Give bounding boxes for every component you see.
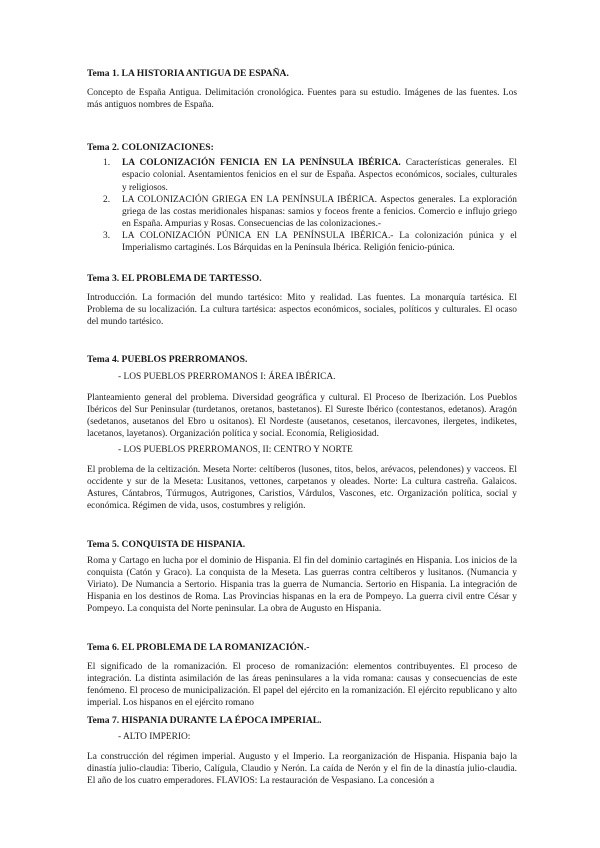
topic-title-5: Tema 5. CONQUISTA DE HISPANIA. bbox=[87, 538, 246, 550]
list-item-number: 2. bbox=[103, 194, 111, 205]
section-text: Planteamiento general del problema. Diversidad geográfica y cultural. El Proceso de Iberización. Los Pueblos Ibéricos del Sur Peninsular (turdetanos, oretanos, bastetanos). El Sureste Ibérico (contestanos, edetanos). Aragón (sedetanos, ausetanos del Ebro u ositanos). El Nordeste (ausetanos, cesetanos, ilercavones, ilergetes, indiketes, lacetanos, layetanos). Organización política y social. Economía, Religiosidad. bbox=[87, 392, 517, 439]
topic-text-6: El significado de la romanización. El proceso de romanización: elementos contribuyentes. El proceso de integración. La distinta asimilación de las áreas peninsulares a la vida romana: causas y consecuencias de este fenómeno. El proceso de municipalización. El papel del ejército en la romanización. El ejército republicano y alto imperial. Los hispanos en el ejército romano bbox=[87, 662, 517, 709]
list-item-text: LA COLONIZACIÓN GRIEGA EN LA PENÍNSULA IBÉRICA. Aspectos generales. La exploración griega de las costas meridionales hispanas: samios y foceos frente a fenicios. Comercio e influjo griego en España. Ampurias y Rosas. Consecuencias de las colonizaciones.- bbox=[122, 194, 517, 229]
topic-title-4: Tema 4. PUEBLOS PRERROMANOS. bbox=[87, 353, 248, 365]
list-item-number: 1. bbox=[103, 158, 111, 169]
topic-title-6: Tema 6. EL PROBLEMA DE LA ROMANIZACIÓN.- bbox=[87, 642, 310, 654]
topic-text-5: Roma y Cartago en lucha por el dominio de Hispania. El fin del dominio cartaginés en Hispania. Los inicios de la conquista (Catón y Graco). La conquista de la Meseta. Las guerras contra celtíberos y lusitanos. (Numancia y Viriato). De Numancia a Sertorio. Hispania tras la guerra de Numancia. Sertorio en Hispania. La integración de Hispania en los destinos de Roma. Las Provincias hispanas en la era de Pompeyo. La guerra civil entre César y Pompeyo. La conquista del Norte peninsular. La obra de Augusto en Hispania. bbox=[87, 555, 517, 614]
section-text: El problema de la celtización. Meseta Norte: celtíberos (lusones, titos, belos, arévacos, pelendones) y vacceos. El occidente y sur de la Meseta: Lusitanos, vettones, carpetanos y oleades. Norte: La cultura castreña. Galaicos. Astures, Cántabros, Túrmugos, Autrigones, Caristios, Várdulos, Vascones, etc. Organización política, social y económica. Régimen de vida, usos, costumbres y religión. bbox=[87, 465, 517, 512]
list-item-number: 3. bbox=[103, 230, 111, 241]
topic-title-3: Tema 3. EL PROBLEMA DE TARTESSO. bbox=[87, 273, 262, 285]
list-item-text: LA COLONIZACIÓN PÚNICA EN LA PENÍNSULA IBÉRICA.- La colonización púnica y el Imperialismo cartaginés. Los Bárquidas en la Península Ibérica. Religión fenicio-púnica. bbox=[122, 230, 517, 254]
list-item bbox=[87, 157, 517, 193]
section-heading: - LOS PUEBLOS PRERROMANOS, II: CENTRO Y NORTE bbox=[118, 445, 353, 456]
topic-title-2: Tema 2. COLONIZACIONES: bbox=[87, 142, 214, 154]
topic-title-1: Tema 1. LA HISTORIA ANTIGUA DE ESPAÑA. bbox=[87, 68, 289, 79]
section-heading: - ALTO IMPERIO: bbox=[118, 731, 191, 742]
topic-text-1: Concepto de España Antigua. Delimitación cronológica. Fuentes para su estudio. Imágenes de las fuentes. Los más antiguos nombres de España. bbox=[87, 88, 517, 111]
page-content bbox=[87, 68, 517, 787]
list-item bbox=[87, 230, 517, 254]
topic-text-3: Introducción. La formación del mundo tartésico: Mito y realidad. Las fuentes. La monarquía tartésica. El Problema de su localización. La cultura tartésica: aspectos económicos, sociales, políticos y culturales. El ocaso del mundo tartésico. bbox=[87, 293, 517, 328]
topic-title-7: Tema 7. HISPANIA DURANTE LA ÉPOCA IMPERIAL. bbox=[87, 714, 322, 726]
list-item bbox=[87, 194, 517, 230]
section-heading: - LOS PUEBLOS PRERROMANOS I: ÁREA IBÉRICA. bbox=[118, 371, 336, 382]
list-item-text: Características generales. El espacio colonial. Asentamientos fenicios en el sur de España. Aspectos económicos, sociales, culturales y religiosos. bbox=[122, 158, 517, 193]
section-text: La construcción del régimen imperial. Augusto y el Imperio. La reorganización de Hispania. Hispania bajo la dinastía julio-claudia: Tiberio, Calígula, Claudio y Nerón. La caída de Nerón y el fin de la dinastía julio-claudia. El año de los cuatro emperadores. FLAVIOS: La restauración de Vespasiano. La concesión a bbox=[87, 751, 517, 786]
colonizations-list bbox=[87, 157, 517, 254]
list-item-heading: LA COLONIZACIÓN FENICIA EN LA PENÍNSULA IBÉRICA. bbox=[122, 158, 401, 169]
